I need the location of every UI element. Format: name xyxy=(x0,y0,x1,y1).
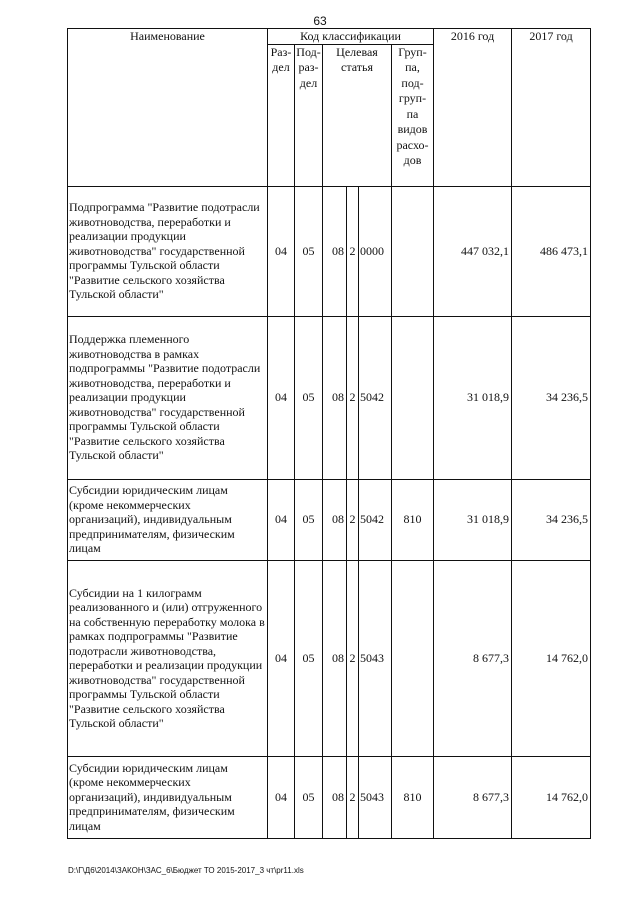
row-name: Субсидии юридическим лицам (кроме некоммерческих организаций), индивидуальным предпринимателям, физическим лицам xyxy=(68,479,268,560)
row-cs-subprogram: 2 xyxy=(347,479,359,560)
header-year-2016: 2016 год xyxy=(434,29,512,187)
row-amount-2017: 34 236,5 xyxy=(512,479,591,560)
row-amount-2016: 31 018,9 xyxy=(434,479,512,560)
row-name: Поддержка племенного животноводства в рамках подпрограммы "Развитие подотрасли животноводства, переработки и реализации продукции животноводства" государственной программы Тульской области "Развитие сельского хозяйства Тульской области" xyxy=(68,316,268,479)
row-amount-2016: 8 677,3 xyxy=(434,756,512,838)
row-razdel: 04 xyxy=(268,316,295,479)
table-row xyxy=(68,316,591,479)
row-name: Субсидии на 1 килограмм реализованного и (или) отгруженного на собственную переработку молока в рамках подпрограммы "Развитие подотрасли животноводства, переработки и реализации продукции животноводства" государственной программы Тульской области "Развитие сельского хозяйства Тульской области" xyxy=(68,560,268,756)
row-podrazdel: 05 xyxy=(295,479,323,560)
row-amount-2017: 34 236,5 xyxy=(512,316,591,479)
row-razdel: 04 xyxy=(268,560,295,756)
row-amount-2017: 14 762,0 xyxy=(512,756,591,838)
row-amount-2016: 8 677,3 xyxy=(434,560,512,756)
header-celevaya-statya: Целевая статья xyxy=(323,44,392,186)
row-podrazdel: 05 xyxy=(295,560,323,756)
budget-table xyxy=(67,28,591,839)
row-amount-2016: 447 032,1 xyxy=(434,186,512,316)
row-amount-2017: 14 762,0 xyxy=(512,560,591,756)
header-year-2017: 2017 год xyxy=(512,29,591,187)
row-cs-program: 08 xyxy=(323,186,347,316)
row-podrazdel: 05 xyxy=(295,316,323,479)
table-row xyxy=(68,756,591,838)
row-cs-program: 08 xyxy=(323,316,347,479)
row-cs-subprogram: 2 xyxy=(347,560,359,756)
row-vr: 810 xyxy=(392,479,434,560)
row-razdel: 04 xyxy=(268,186,295,316)
header-row-top xyxy=(68,29,591,45)
header-name: Наименование xyxy=(68,29,268,187)
header-gruppa-vr: Груп- па, под- груп- па видов расхо- дов xyxy=(392,44,434,186)
row-cs-subprogram: 2 xyxy=(347,186,359,316)
row-vr: 810 xyxy=(392,756,434,838)
row-vr xyxy=(392,316,434,479)
row-cs-program: 08 xyxy=(323,479,347,560)
row-cs-direction: 5043 xyxy=(359,756,392,838)
footer-file-path: D:\Г\Д6\2014\ЗАКОН\ЗАС_6\Бюджет ТО 2015-2017_3 чт\pr11.xls xyxy=(68,866,304,875)
row-cs-direction: 5042 xyxy=(359,479,392,560)
header-podrazdel: Под- раз- дел xyxy=(295,44,323,186)
page-number: 63 xyxy=(313,14,327,28)
row-name: Подпрограмма "Развитие подотрасли животноводства, переработки и реализации продукции животноводства" государственной программы Тульской области "Развитие сельского хозяйства Тульской области" xyxy=(68,186,268,316)
row-cs-program: 08 xyxy=(323,756,347,838)
row-podrazdel: 05 xyxy=(295,756,323,838)
row-cs-direction: 0000 xyxy=(359,186,392,316)
row-cs-direction: 5043 xyxy=(359,560,392,756)
row-razdel: 04 xyxy=(268,756,295,838)
row-cs-subprogram: 2 xyxy=(347,756,359,838)
table-row xyxy=(68,479,591,560)
row-vr xyxy=(392,186,434,316)
table-row xyxy=(68,186,591,316)
row-razdel: 04 xyxy=(268,479,295,560)
table-row xyxy=(68,560,591,756)
header-code: Код классификации xyxy=(268,29,434,45)
row-cs-program: 08 xyxy=(323,560,347,756)
row-amount-2016: 31 018,9 xyxy=(434,316,512,479)
header-razdel: Раз- дел xyxy=(268,44,295,186)
row-podrazdel: 05 xyxy=(295,186,323,316)
row-name: Субсидии юридическим лицам (кроме некоммерческих организаций), индивидуальным предпринимателям, физическим лицам xyxy=(68,756,268,838)
row-vr xyxy=(392,560,434,756)
row-cs-direction: 5042 xyxy=(359,316,392,479)
row-amount-2017: 486 473,1 xyxy=(512,186,591,316)
row-cs-subprogram: 2 xyxy=(347,316,359,479)
